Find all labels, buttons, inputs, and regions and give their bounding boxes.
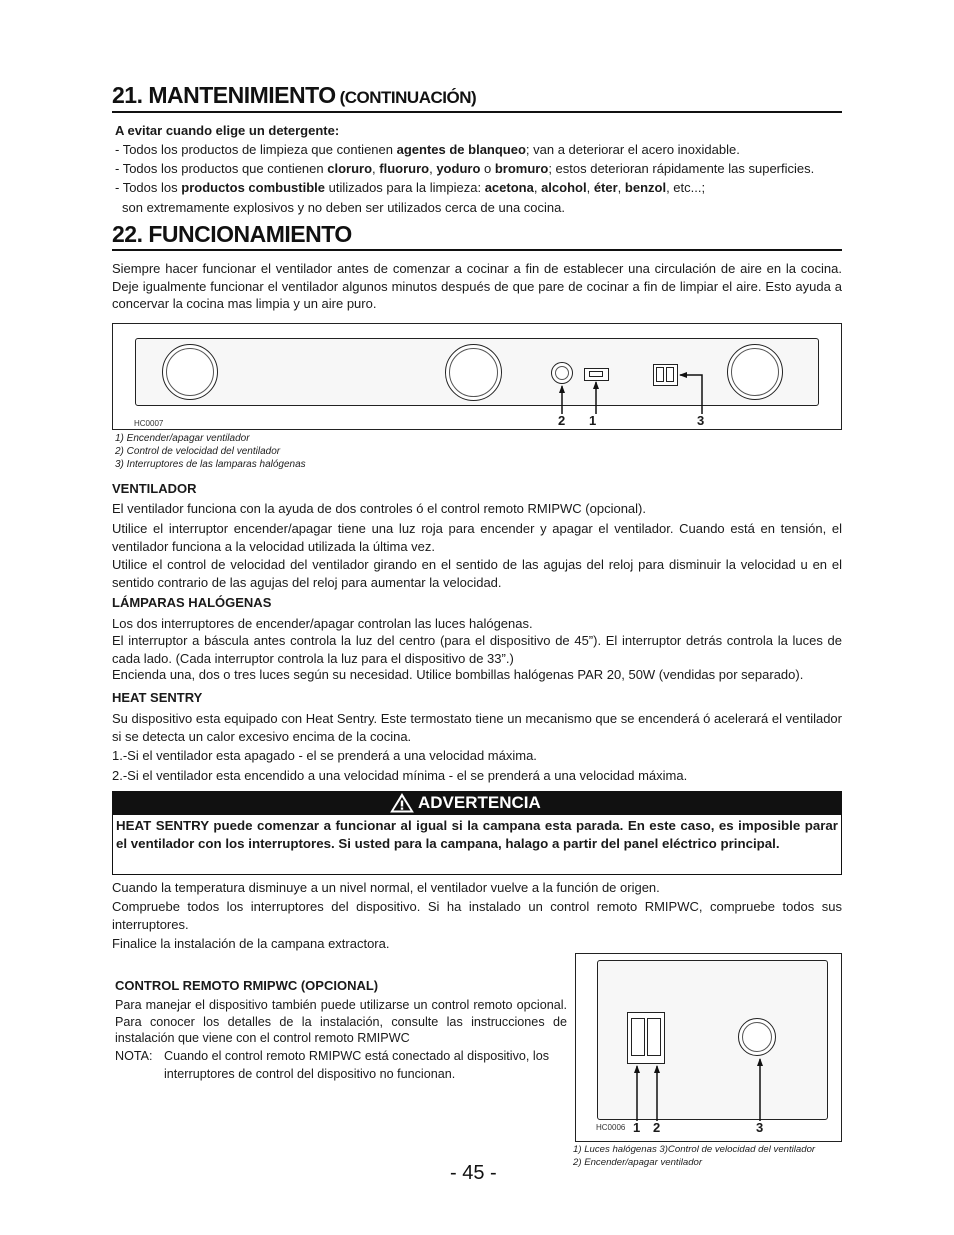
detergent-heading: A evitar cuando elige un detergente: xyxy=(115,123,340,138)
warning-banner xyxy=(112,791,842,815)
figure1-caption-2: 2) Control de velocidad del ventilador xyxy=(115,446,281,457)
figure2-label-1: 1 xyxy=(633,1120,641,1135)
remote-p1: Para manejar el dispositivo también puede utilizarse un control remoto opcional. Para conocer los detalles de la instalación, consulte las instrucciones de instalación que viene con el control remoto RMIPWC xyxy=(115,998,567,1046)
warning-triangle-icon xyxy=(390,793,414,813)
remote-note-label: NOTA: xyxy=(115,1049,153,1063)
ventilador-heading: VENTILADOR xyxy=(112,481,197,496)
section-22-title: 22. FUNCIONAMIENTO xyxy=(112,221,352,247)
figure1-label-3: 3 xyxy=(697,413,705,428)
warning-text: HEAT SENTRY puede comenzar a funcionar al igual si la campana esta parada. En este caso, es imposible parar el ventilador con los interruptores. Si usted para la campana, halago a partir del panel eléctrico principal. xyxy=(116,818,838,851)
heat-sentry-p3: 2.-Si el ventilador esta encendido a una velocidad mínima - el se prenderá a una velocidad máxima. xyxy=(112,768,688,783)
figure1-code: HC0007 xyxy=(134,419,164,428)
detergent-item-halogens: - Todos los productos que contienen cloruro, fluoruro, yoduro o bromuro; estos deterioran rápidamente las superficies. xyxy=(115,161,815,176)
ventilador-p3: Utilice el control de velocidad del ventilador girando en el sentido de las agujas del reloj para disminuir la velocidad u en el sentido contrario de las agujas del reloj para aumentar la velocidad. xyxy=(112,557,842,590)
heat-sentry-p1: Su dispositivo esta equipado con Heat Sentry. Este termostato tiene un mecanismo que se encenderá ó acelerará el ventilador si se detecta un calor excesivo encima de la cocina. xyxy=(112,711,842,744)
figure2-code: HC0006 xyxy=(596,1123,626,1132)
remote-control-figure xyxy=(575,953,842,1142)
page-number: - 45 - xyxy=(450,1162,497,1184)
figure2-label-3: 3 xyxy=(756,1120,764,1135)
figure1-leader-lines xyxy=(113,324,843,431)
lamparas-heading: LÁMPARAS HALÓGENAS xyxy=(112,595,272,610)
lamparas-p1: Los dos interruptores de encender/apagar controlan las luces halógenas. xyxy=(112,616,533,631)
lamparas-p3: Encienda una, dos o tres luces según su necesidad. Utilice bombillas halógenas PAR 20, 50W (vendidas por separado). xyxy=(112,667,804,682)
figure2-leader-lines xyxy=(576,954,843,1143)
detergent-item-combustible: - Todos los productos combustible utilizados para la limpieza: acetona, alcohol, éter, benzol, etc...; xyxy=(115,180,706,195)
remote-heading: CONTROL REMOTO RMIPWC (OPCIONAL) xyxy=(115,978,379,993)
section-21-title: 21. MANTENIMIENTO xyxy=(112,82,336,108)
after-p3: Finalice la instalación de la campana extractora. xyxy=(112,936,390,951)
control-panel-figure xyxy=(112,323,842,430)
warning-title: ADVERTENCIA xyxy=(418,793,541,812)
section-21-heading xyxy=(112,82,476,109)
lamparas-p2: El interruptor a báscula antes controla la luz del centro (para el dispositivo de 45”). El interruptor detrás controla la luces de cada lado. (Cada interruptor controla la luz para el dispositivo de 33”.) xyxy=(112,633,842,666)
section-21-rule xyxy=(112,111,842,113)
figure2-caption-2: 2) Encender/apagar ventilador xyxy=(573,1157,703,1168)
figure1-caption-3: 3) Interruptores de las lamparas halógenas xyxy=(115,459,306,470)
after-p2: Compruebe todos los interruptores del dispositivo. Si ha instalado un control remoto RMIPWC, compruebe todos sus interruptores. xyxy=(112,899,842,932)
ventilador-p2: Utilice el interruptor encender/apagar tiene una luz roja para encender y apagar el ventilador. Cuando está en tensión, el ventilador funciona a la velocidad utilizada la última vez. xyxy=(112,521,842,554)
intro-paragraph: Siempre hacer funcionar el ventilador antes de comenzar a cocinar a fin de establecer una circulación de aire en la cocina. Deje igualmente funcionar el ventilador algunos minutos después de que pare de cocinar a fin de limpiar el aire. Esto ayuda a concervar la cocina mas limpia y un aire puro. xyxy=(112,261,842,311)
figure1-label-1: 1 xyxy=(589,413,597,428)
figure1-label-2: 2 xyxy=(558,413,566,428)
detergent-item-bleach: - Todos los productos de limpieza que contienen agentes de blanqueo; van a deteriorar el acero inoxidable. xyxy=(115,142,740,157)
heat-sentry-p2: 1.-Si el ventilador esta apagado - el se prenderá a una velocidad máxima. xyxy=(112,748,537,763)
figure2-label-2: 2 xyxy=(653,1120,661,1135)
figure2-caption-1: 1) Luces halógenas 3)Control de velocidad del ventilador xyxy=(573,1144,816,1155)
warning-box xyxy=(112,815,842,875)
remote-note-text: Cuando el control remoto RMIPWC está conectado al dispositivo, los interruptores de control del dispositivo no funcionan. xyxy=(164,1049,549,1081)
ventilador-p1: El ventilador funciona con la ayuda de dos controles ó el control remoto RMIPWC (opcional). xyxy=(112,501,646,516)
heat-sentry-heading: HEAT SENTRY xyxy=(112,690,203,705)
figure1-caption-1: 1) Encender/apagar ventilador xyxy=(115,433,250,444)
section-21-subtitle: (CONTINUACIÓN) xyxy=(339,88,477,107)
after-p1: Cuando la temperatura disminuye a un nivel normal, el ventilador vuelve a la función de origen. xyxy=(112,880,660,895)
section-22-rule xyxy=(112,249,842,251)
detergent-item-explosive: son extremamente explosivos y no deben ser utilizados cerca de una cocina. xyxy=(122,200,565,215)
